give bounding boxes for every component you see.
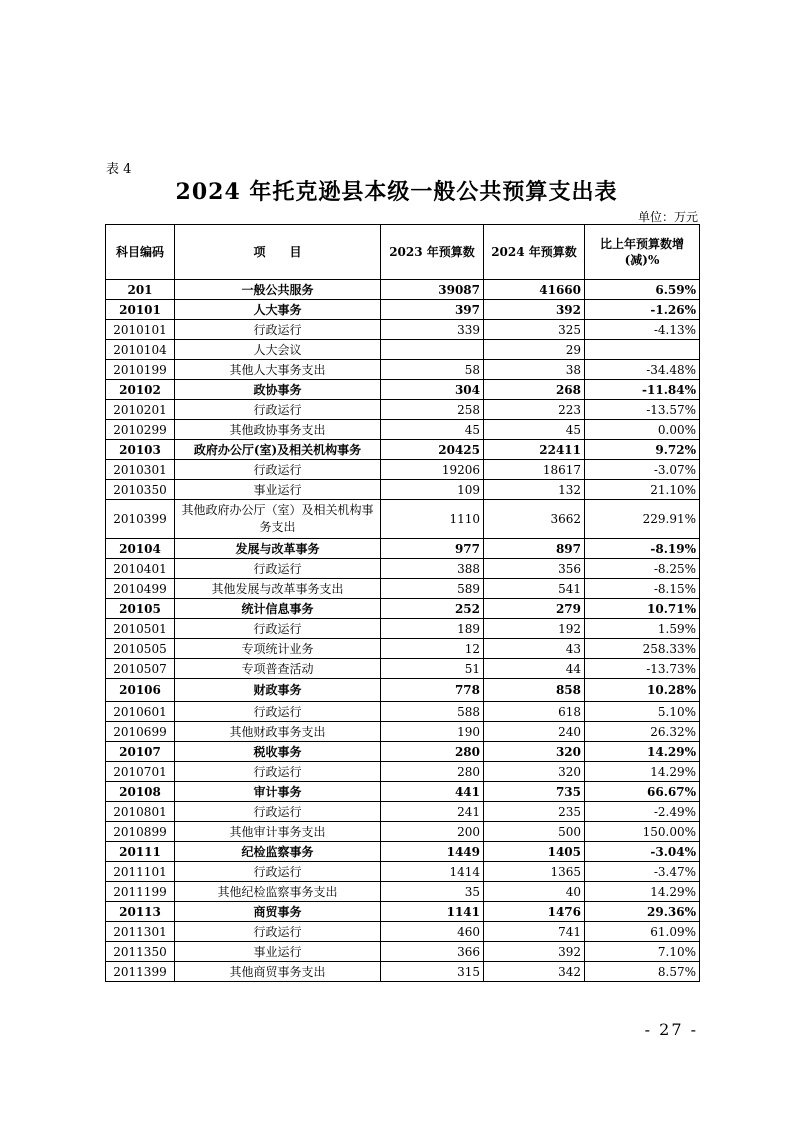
table-row	[106, 380, 700, 400]
cell-2023: 388	[381, 559, 484, 579]
cell-change: 26.32%	[585, 722, 700, 742]
page-title: 2024 年托克逊县本级一般公共预算支出表	[175, 179, 618, 205]
cell-item: 行政运行	[175, 762, 381, 782]
table-row	[106, 702, 700, 722]
cell-2023	[381, 340, 484, 360]
header-change: 比上年预算数增(减)%	[585, 225, 700, 280]
table-row	[106, 962, 700, 982]
cell-item: 其他政协事务支出	[175, 420, 381, 440]
cell-code: 2010801	[106, 802, 175, 822]
table-row	[106, 942, 700, 962]
table-row	[106, 500, 700, 539]
cell-code: 2011350	[106, 942, 175, 962]
table-row	[106, 440, 700, 460]
cell-2023: 315	[381, 962, 484, 982]
cell-2023: 20425	[381, 440, 484, 460]
cell-code: 20107	[106, 742, 175, 762]
cell-item: 专项普查活动	[175, 659, 381, 679]
cell-code: 20111	[106, 842, 175, 862]
cell-2023: 1414	[381, 862, 484, 882]
cell-2023: 304	[381, 380, 484, 400]
cell-2024: 500	[484, 822, 585, 842]
cell-2023: 258	[381, 400, 484, 420]
table-row	[106, 599, 700, 619]
cell-item: 其他商贸事务支出	[175, 962, 381, 982]
cell-change: 0.00%	[585, 420, 700, 440]
cell-change: 8.57%	[585, 962, 700, 982]
cell-2024: 41660	[484, 280, 585, 300]
cell-2023: 1110	[381, 500, 484, 539]
cell-change: 14.29%	[585, 742, 700, 762]
header-item: 项 目	[175, 225, 381, 280]
cell-code: 2010301	[106, 460, 175, 480]
cell-2024: 858	[484, 679, 585, 702]
table-row	[106, 400, 700, 420]
table-row	[106, 300, 700, 320]
cell-code: 2010101	[106, 320, 175, 340]
cell-code: 2010499	[106, 579, 175, 599]
cell-item: 行政运行	[175, 702, 381, 722]
cell-code: 2010701	[106, 762, 175, 782]
cell-code: 20108	[106, 782, 175, 802]
table-row	[106, 862, 700, 882]
cell-change: -8.25%	[585, 559, 700, 579]
cell-item: 政府办公厅(室)及相关机构事务	[175, 440, 381, 460]
cell-code: 2010505	[106, 639, 175, 659]
cell-change: -11.84%	[585, 380, 700, 400]
cell-code: 20102	[106, 380, 175, 400]
cell-2024: 40	[484, 882, 585, 902]
cell-2023: 51	[381, 659, 484, 679]
cell-2024: 618	[484, 702, 585, 722]
cell-2024: 1405	[484, 842, 585, 862]
cell-item: 事业运行	[175, 942, 381, 962]
cell-2023: 778	[381, 679, 484, 702]
cell-code: 2010401	[106, 559, 175, 579]
header-2023: 2023 年预算数	[381, 225, 484, 280]
cell-2023: 1141	[381, 902, 484, 922]
cell-change: 6.59%	[585, 280, 700, 300]
cell-code: 2010507	[106, 659, 175, 679]
cell-code: 2011199	[106, 882, 175, 902]
cell-2023: 280	[381, 742, 484, 762]
cell-item: 其他财政事务支出	[175, 722, 381, 742]
page-number: - 27 -	[644, 1020, 698, 1039]
cell-item: 政协事务	[175, 380, 381, 400]
cell-2024: 1476	[484, 902, 585, 922]
cell-change: -4.13%	[585, 320, 700, 340]
table-row	[106, 579, 700, 599]
table-row	[106, 679, 700, 702]
cell-item: 发展与改革事务	[175, 539, 381, 559]
cell-2023: 1449	[381, 842, 484, 862]
cell-code: 2010699	[106, 722, 175, 742]
cell-2023: 977	[381, 539, 484, 559]
cell-2024: 279	[484, 599, 585, 619]
cell-2023: 366	[381, 942, 484, 962]
table-row	[106, 639, 700, 659]
cell-item: 商贸事务	[175, 902, 381, 922]
table-row	[106, 559, 700, 579]
cell-item: 纪检监察事务	[175, 842, 381, 862]
cell-item: 人大事务	[175, 300, 381, 320]
cell-2024: 132	[484, 480, 585, 500]
table-row	[106, 742, 700, 762]
cell-item: 其他人大事务支出	[175, 360, 381, 380]
cell-change: 258.33%	[585, 639, 700, 659]
cell-change: -1.26%	[585, 300, 700, 320]
cell-2024: 342	[484, 962, 585, 982]
cell-2023: 35	[381, 882, 484, 902]
table-label: 表 4	[106, 162, 132, 177]
cell-2023: 189	[381, 619, 484, 639]
cell-change: -8.15%	[585, 579, 700, 599]
cell-code: 2010201	[106, 400, 175, 420]
cell-change: 14.29%	[585, 762, 700, 782]
cell-code: 2010299	[106, 420, 175, 440]
cell-item: 行政运行	[175, 460, 381, 480]
table-row	[106, 902, 700, 922]
cell-change: 10.71%	[585, 599, 700, 619]
cell-item: 税收事务	[175, 742, 381, 762]
cell-code: 2010350	[106, 480, 175, 500]
cell-2024: 45	[484, 420, 585, 440]
table-row	[106, 619, 700, 639]
cell-2024: 29	[484, 340, 585, 360]
cell-code: 2010501	[106, 619, 175, 639]
cell-change: 5.10%	[585, 702, 700, 722]
table-row	[106, 320, 700, 340]
cell-2023: 241	[381, 802, 484, 822]
header-2024: 2024 年预算数	[484, 225, 585, 280]
cell-code: 201	[106, 280, 175, 300]
table-body	[106, 280, 700, 982]
cell-code: 2011301	[106, 922, 175, 942]
table-row	[106, 882, 700, 902]
cell-item: 行政运行	[175, 559, 381, 579]
cell-2024: 240	[484, 722, 585, 742]
cell-2024: 897	[484, 539, 585, 559]
table-row	[106, 360, 700, 380]
table-row	[106, 922, 700, 942]
cell-2024: 541	[484, 579, 585, 599]
table-row	[106, 539, 700, 559]
cell-2024: 356	[484, 559, 585, 579]
cell-2023: 39087	[381, 280, 484, 300]
table-row	[106, 460, 700, 480]
table-row	[106, 722, 700, 742]
cell-change	[585, 340, 700, 360]
cell-change: -3.04%	[585, 842, 700, 862]
cell-2024: 1365	[484, 862, 585, 882]
cell-change: 150.00%	[585, 822, 700, 842]
cell-item: 其他发展与改革事务支出	[175, 579, 381, 599]
cell-item: 其他纪检监察事务支出	[175, 882, 381, 902]
table-row	[106, 480, 700, 500]
cell-change: -8.19%	[585, 539, 700, 559]
cell-2023: 58	[381, 360, 484, 380]
cell-change: 21.10%	[585, 480, 700, 500]
cell-code: 20105	[106, 599, 175, 619]
cell-2023: 441	[381, 782, 484, 802]
cell-2024: 223	[484, 400, 585, 420]
cell-item: 事业运行	[175, 480, 381, 500]
cell-code: 2010601	[106, 702, 175, 722]
cell-code: 20104	[106, 539, 175, 559]
cell-2023: 200	[381, 822, 484, 842]
cell-item: 人大会议	[175, 340, 381, 360]
cell-change: -13.57%	[585, 400, 700, 420]
cell-code: 20106	[106, 679, 175, 702]
cell-change: 29.36%	[585, 902, 700, 922]
cell-code: 2011399	[106, 962, 175, 982]
cell-2024: 392	[484, 942, 585, 962]
cell-2023: 589	[381, 579, 484, 599]
budget-table	[105, 224, 700, 982]
cell-2024: 735	[484, 782, 585, 802]
cell-change: 9.72%	[585, 440, 700, 460]
table-row	[106, 762, 700, 782]
table-row	[106, 280, 700, 300]
cell-item: 其他审计事务支出	[175, 822, 381, 842]
cell-item: 行政运行	[175, 320, 381, 340]
table-row	[106, 782, 700, 802]
cell-2024: 43	[484, 639, 585, 659]
cell-item: 专项统计业务	[175, 639, 381, 659]
cell-item: 行政运行	[175, 922, 381, 942]
cell-code: 2011101	[106, 862, 175, 882]
cell-2023: 45	[381, 420, 484, 440]
cell-change: 1.59%	[585, 619, 700, 639]
cell-change: 229.91%	[585, 500, 700, 539]
cell-item: 其他政府办公厅（室）及相关机构事务支出	[175, 500, 381, 539]
table-row	[106, 842, 700, 862]
cell-2024: 3662	[484, 500, 585, 539]
cell-2023: 190	[381, 722, 484, 742]
cell-change: 61.09%	[585, 922, 700, 942]
cell-code: 2010104	[106, 340, 175, 360]
cell-2024: 235	[484, 802, 585, 822]
cell-item: 行政运行	[175, 400, 381, 420]
cell-code: 2010399	[106, 500, 175, 539]
table-row	[106, 340, 700, 360]
cell-2023: 588	[381, 702, 484, 722]
cell-item: 一般公共服务	[175, 280, 381, 300]
cell-2024: 38	[484, 360, 585, 380]
cell-change: -3.47%	[585, 862, 700, 882]
cell-item: 行政运行	[175, 862, 381, 882]
cell-code: 2010199	[106, 360, 175, 380]
table-row	[106, 822, 700, 842]
cell-2024: 320	[484, 742, 585, 762]
cell-2024: 44	[484, 659, 585, 679]
cell-2023: 19206	[381, 460, 484, 480]
cell-2024: 268	[484, 380, 585, 400]
cell-item: 审计事务	[175, 782, 381, 802]
cell-2023: 109	[381, 480, 484, 500]
cell-item: 行政运行	[175, 802, 381, 822]
cell-2024: 192	[484, 619, 585, 639]
cell-item: 财政事务	[175, 679, 381, 702]
cell-2023: 339	[381, 320, 484, 340]
cell-change: -13.73%	[585, 659, 700, 679]
header-code: 科目编码	[106, 225, 175, 280]
cell-change: -34.48%	[585, 360, 700, 380]
cell-2023: 280	[381, 762, 484, 782]
cell-change: -2.49%	[585, 802, 700, 822]
cell-2023: 460	[381, 922, 484, 942]
unit-label: 单位：万元	[637, 210, 698, 224]
cell-2024: 741	[484, 922, 585, 942]
cell-2024: 392	[484, 300, 585, 320]
cell-2023: 252	[381, 599, 484, 619]
cell-item: 统计信息事务	[175, 599, 381, 619]
cell-2024: 18617	[484, 460, 585, 480]
cell-2024: 320	[484, 762, 585, 782]
table-row	[106, 420, 700, 440]
cell-change: 14.29%	[585, 882, 700, 902]
cell-change: -3.07%	[585, 460, 700, 480]
table-header-row	[106, 225, 700, 280]
cell-2023: 12	[381, 639, 484, 659]
cell-change: 66.67%	[585, 782, 700, 802]
cell-2024: 325	[484, 320, 585, 340]
table-row	[106, 802, 700, 822]
cell-change: 10.28%	[585, 679, 700, 702]
cell-code: 20113	[106, 902, 175, 922]
cell-2024: 22411	[484, 440, 585, 460]
cell-code: 2010899	[106, 822, 175, 842]
cell-code: 20101	[106, 300, 175, 320]
cell-code: 20103	[106, 440, 175, 460]
cell-2023: 397	[381, 300, 484, 320]
table-row	[106, 659, 700, 679]
cell-change: 7.10%	[585, 942, 700, 962]
cell-item: 行政运行	[175, 619, 381, 639]
